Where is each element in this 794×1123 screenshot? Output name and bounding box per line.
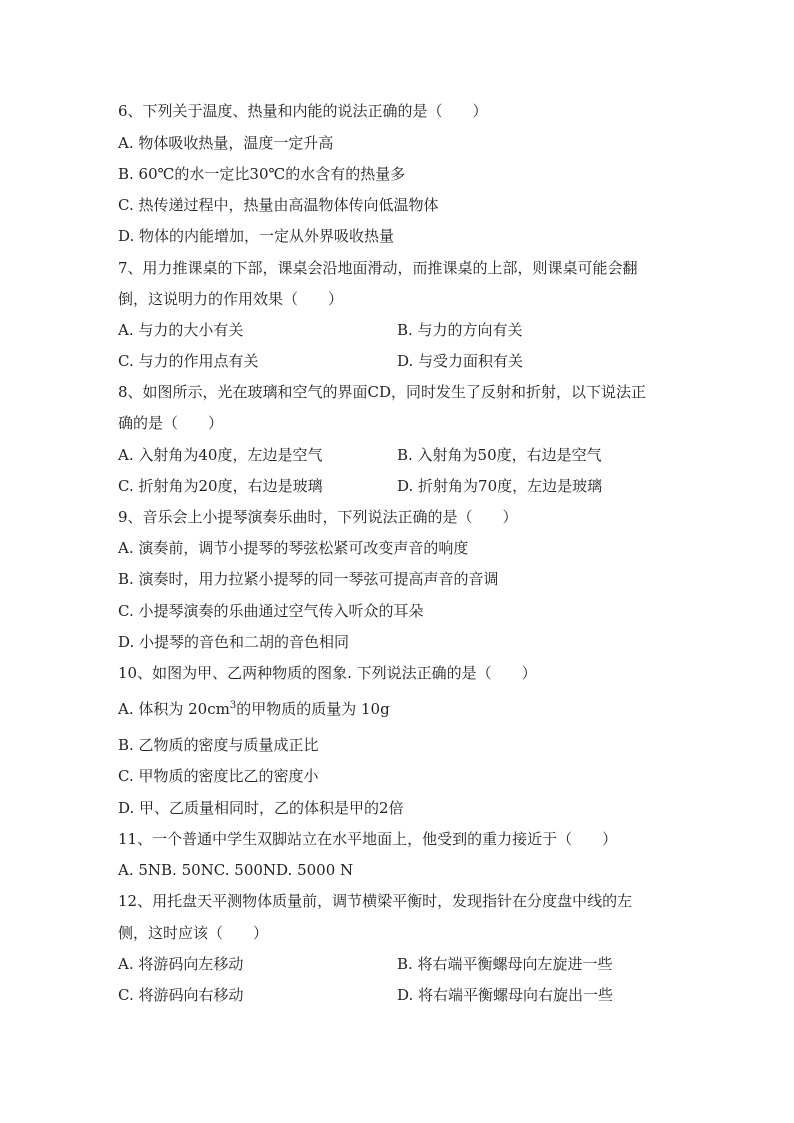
- question-8-option-a: A. 入射角为40度，左边是空气: [118, 446, 323, 464]
- question-6-option-a: A. 物体吸收热量，温度一定升高: [118, 134, 334, 152]
- question-12-stem-line-2: 侧，这时应该（ ）: [118, 924, 269, 942]
- question-8-option-b: B. 入射角为50度，右边是空气: [397, 446, 602, 464]
- question-11-options: A. 5NB. 50NC. 500ND. 5000 N: [118, 861, 354, 879]
- question-9-stem: 9、音乐会上小提琴演奏乐曲时，下列说法正确的是（ ）: [118, 508, 518, 526]
- question-7-option-d: D. 与受力面积有关: [397, 352, 524, 370]
- question-10-option-a-prefix: A. 体积为 20cm: [118, 700, 230, 718]
- question-10-option-b: B. 乙物质的密度与质量成正比: [118, 736, 319, 754]
- question-12-option-c: C. 将游码向右移动: [118, 986, 244, 1004]
- question-12-stem-line-1: 12、用托盘天平测物体质量前，调节横梁平衡时，发现指针在分度盘中线的左: [118, 892, 633, 910]
- question-10-option-a-suffix: 的甲物质的质量为 10g: [236, 700, 390, 718]
- question-10-option-a: [118, 699, 390, 719]
- question-6-option-c: C. 热传递过程中，热量由高温物体传向低温物体: [118, 196, 439, 214]
- question-7-stem-line-2: 倒，这说明力的作用效果（ ）: [118, 290, 344, 308]
- question-7-option-b: B. 与力的方向有关: [397, 321, 523, 339]
- superscript-cube: 3: [229, 700, 237, 711]
- question-9-option-b: B. 演奏时，用力拉紧小提琴的同一琴弦可提高声音的音调: [118, 570, 499, 588]
- question-9-option-a: A. 演奏前，调节小提琴的琴弦松紧可改变声音的响度: [118, 539, 469, 557]
- question-6-option-d: D. 物体的内能增加，一定从外界吸收热量: [118, 227, 395, 245]
- question-7-option-a: A. 与力的大小有关: [118, 321, 244, 339]
- question-8-option-c: C. 折射角为20度，右边是玻璃: [118, 477, 323, 495]
- question-7-option-c: C. 与力的作用点有关: [118, 352, 259, 370]
- question-11-stem: 11、一个普通中学生双脚站立在水平地面上，他受到的重力接近于（ ）: [118, 830, 618, 848]
- question-12-option-d: D. 将右端平衡螺母向右旋出一些: [397, 986, 614, 1004]
- question-12-option-b: B. 将右端平衡螺母向左旋进一些: [397, 955, 613, 973]
- question-6-option-b: B. 60℃的水一定比30℃的水含有的热量多: [118, 165, 406, 183]
- question-8-stem-line-2: 确的是（ ）: [118, 414, 224, 432]
- question-9-option-d: D. 小提琴的音色和二胡的音色相同: [118, 633, 350, 651]
- question-10-option-d: D. 甲、乙质量相同时，乙的体积是甲的2倍: [118, 799, 404, 817]
- question-8-option-d: D. 折射角为70度，左边是玻璃: [397, 477, 603, 495]
- question-9-option-c: C. 小提琴演奏的乐曲通过空气传入听众的耳朵: [118, 602, 424, 620]
- question-8-stem-line-1: 8、如图所示，光在玻璃和空气的界面CD，同时发生了反射和折射，以下说法正: [118, 383, 647, 401]
- question-12-option-a: A. 将游码向左移动: [118, 955, 244, 973]
- question-10-option-c: C. 甲物质的密度比乙的密度小: [118, 767, 319, 785]
- question-6-stem: 6、下列关于温度、热量和内能的说法正确的是（ ）: [118, 102, 488, 120]
- question-10-stem: 10、如图为甲、乙两种物质的图象. 下列说法正确的是（ ）: [118, 664, 537, 682]
- question-7-stem-line-1: 7、用力推课桌的下部，课桌会沿地面滑动，而推课桌的上部，则课桌可能会翻: [118, 259, 638, 277]
